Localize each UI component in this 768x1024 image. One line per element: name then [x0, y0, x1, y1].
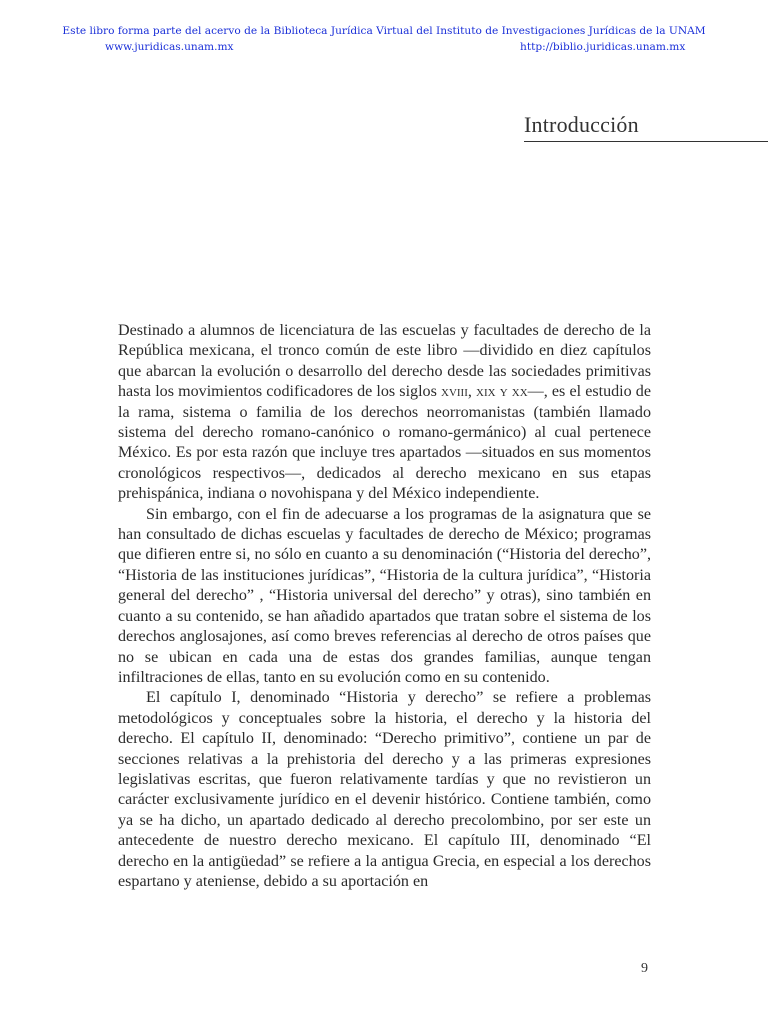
- title-underline: [524, 141, 768, 142]
- library-notice: Este libro forma parte del acervo de la Biblioteca Jurídica Virtual del Instituto de Investigaciones Jurídicas de la UNAM: [62, 25, 706, 37]
- body-text: [118, 321, 651, 892]
- banner-links: [0, 39, 768, 56]
- centuries-smallcaps: xviii, xix y xx: [441, 383, 528, 401]
- library-banner: [0, 24, 768, 56]
- page-number: 9: [641, 961, 648, 976]
- chapter-title: Introducción: [524, 112, 639, 137]
- paragraph-2: Sin embargo, con el fin de adecuarse a los programas de la asignatura que se han consultado de dichas escuelas y facultades de derecho de México; programas que difieren entre si, no sólo en cuanto a su denominación (“Historia del derecho”, “Historia de las instituciones jurídicas”, “Historia de la cultura jurídica”, “Historia general del derecho” , “Historia universal del derecho” y otras), sino también en cuanto a su contenido, se han añadido apartados que tratan sobre el sistema de los derechos anglosajones, así como breves referencias al derecho de otros países que no se ubican en cada una de estas dos grandes familias, aunque tengan infiltraciones de ellas, tanto en su evolución como en su contenido.: [118, 505, 651, 686]
- juridicas-link[interactable]: www.juridicas.unam.mx: [105, 41, 234, 53]
- paragraph-1-start: Destinado a alumnos de licenciatura de las escuelas y facultades de derecho de la República mexicana, el tronco común de este libro —dividido en diez capítulos que abarcan la evolución o desarrollo del derecho desde las sociedades primitivas hasta los movimientos codificadores de los siglos: [118, 322, 651, 401]
- paragraph-1-end: —, es el estudio de la rama, sistema o familia de los derechos neorromanistas (también llamado sistema del derecho romano-canónico o romano-germánico) al cual pertenece México. Es por esta razón que incluye tres apartados —situados en sus momentos cronológicos respectivos—, dedicados al derecho mexicano en sus etapas prehispánica, indiana o novohispana y del México independiente.: [118, 383, 651, 503]
- paragraph-3: El capítulo I, denominado “Historia y derecho” se refiere a problemas metodológicos y conceptuales sobre la historia, el derecho y la historia del derecho. El capítulo II, denominado: “Derecho primitivo”, contiene un par de secciones relativas a la prehistoria del derecho y a las primeras expresiones legislativas escritas, que fueron relativamente tardías y que no revistieron un carácter exclusivamente jurídico en el devenir histórico. Contiene también, como ya se ha dicho, un apartado dedicado al derecho precolombino, por ser este un antecedente de nuestro derecho mexicano. El capítulo III, denominado “El derecho en la antigüedad” se refiere a la antigua Grecia, en especial a los derechos espartano y ateniense, debido a su aportación en: [118, 689, 651, 890]
- biblio-link[interactable]: http://biblio.juridicas.unam.mx: [520, 41, 686, 53]
- paragraph-1: [118, 321, 651, 505]
